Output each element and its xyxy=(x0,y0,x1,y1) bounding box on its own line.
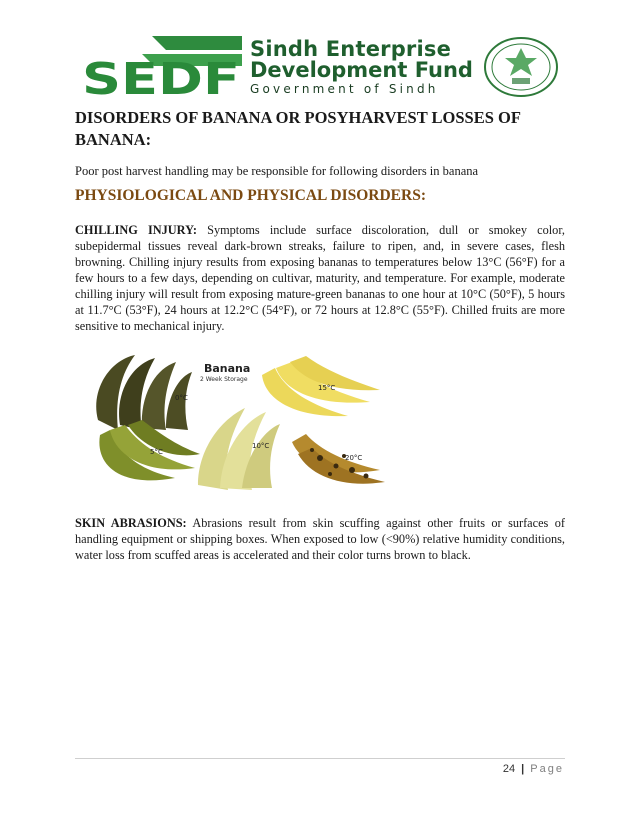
section-title: DISORDERS OF BANANA OR POSYHARVEST LOSSES OF BANANA: xyxy=(75,108,521,149)
government-seal-icon xyxy=(482,36,560,98)
intro-text: Poor post harvest handling may be responsible for following disorders in banana xyxy=(75,164,479,178)
label-10c: 10°C xyxy=(252,442,270,450)
skin-abrasions-text: Abrasions result from skin scuffing against other fruits or surfaces of handling equipment or shipping boxes. When exposed to low (<90%) relative humidity conditions, water loss from scuffed areas is accelerated and their color turns brown to black. xyxy=(75,516,566,562)
footer-separator: | xyxy=(521,763,525,775)
logo-mark-text: SEDF xyxy=(82,54,240,98)
chilling-injury-text: Symptoms include surface discoloration, dull or smokey color, subepidermal tissues reveal dark-brown streaks, failure to ripen, and, in severe cases, flesh browning. Chilling injury results from exposing bananas to temperatures below 13°C (56°F) for a few hours to a few days, depending on cultivar, maturity, and temperature. For example, moderate chilling injury will result from exposing mature-green bananas to one hour at 10°C (50°F), 5 hours at 11.7°C (53°F), 24 hours at 12.2°C (54°F), or 72 hours at 12.8°C (55°F). Chilled fruits are more sensitive to mechanical injury. xyxy=(75,223,566,333)
page-footer xyxy=(503,763,564,775)
label-0c: 0°C xyxy=(175,394,188,402)
label-15c: 15°C xyxy=(318,384,336,392)
banana-storage-figure xyxy=(80,350,392,500)
page-number: 24 xyxy=(502,763,516,775)
figure-title: Banana xyxy=(204,362,251,375)
logo-subtitle: Government of Sindh xyxy=(250,82,439,96)
label-20c: 20°C xyxy=(345,454,363,462)
footer-divider xyxy=(75,758,565,759)
chilling-injury-lead: CHILLING INJURY: xyxy=(75,223,197,237)
sedf-logo-mark xyxy=(82,36,242,98)
label-5c: 5°C xyxy=(150,448,163,456)
logo-title-line1: Sindh Enterprise xyxy=(250,37,452,61)
skin-abrasions-paragraph xyxy=(75,515,565,563)
chilling-injury-paragraph xyxy=(75,222,565,334)
figure-subtitle: 2 Week Storage xyxy=(200,376,248,383)
sedf-logo xyxy=(82,36,562,98)
page-word: Page xyxy=(530,763,564,775)
subsection-title: PHYSIOLOGICAL AND PHYSICAL DISORDERS: xyxy=(75,187,426,204)
skin-abrasions-lead: SKIN ABRASIONS: xyxy=(75,516,187,530)
logo-title-line2: Development Fund xyxy=(250,58,473,82)
